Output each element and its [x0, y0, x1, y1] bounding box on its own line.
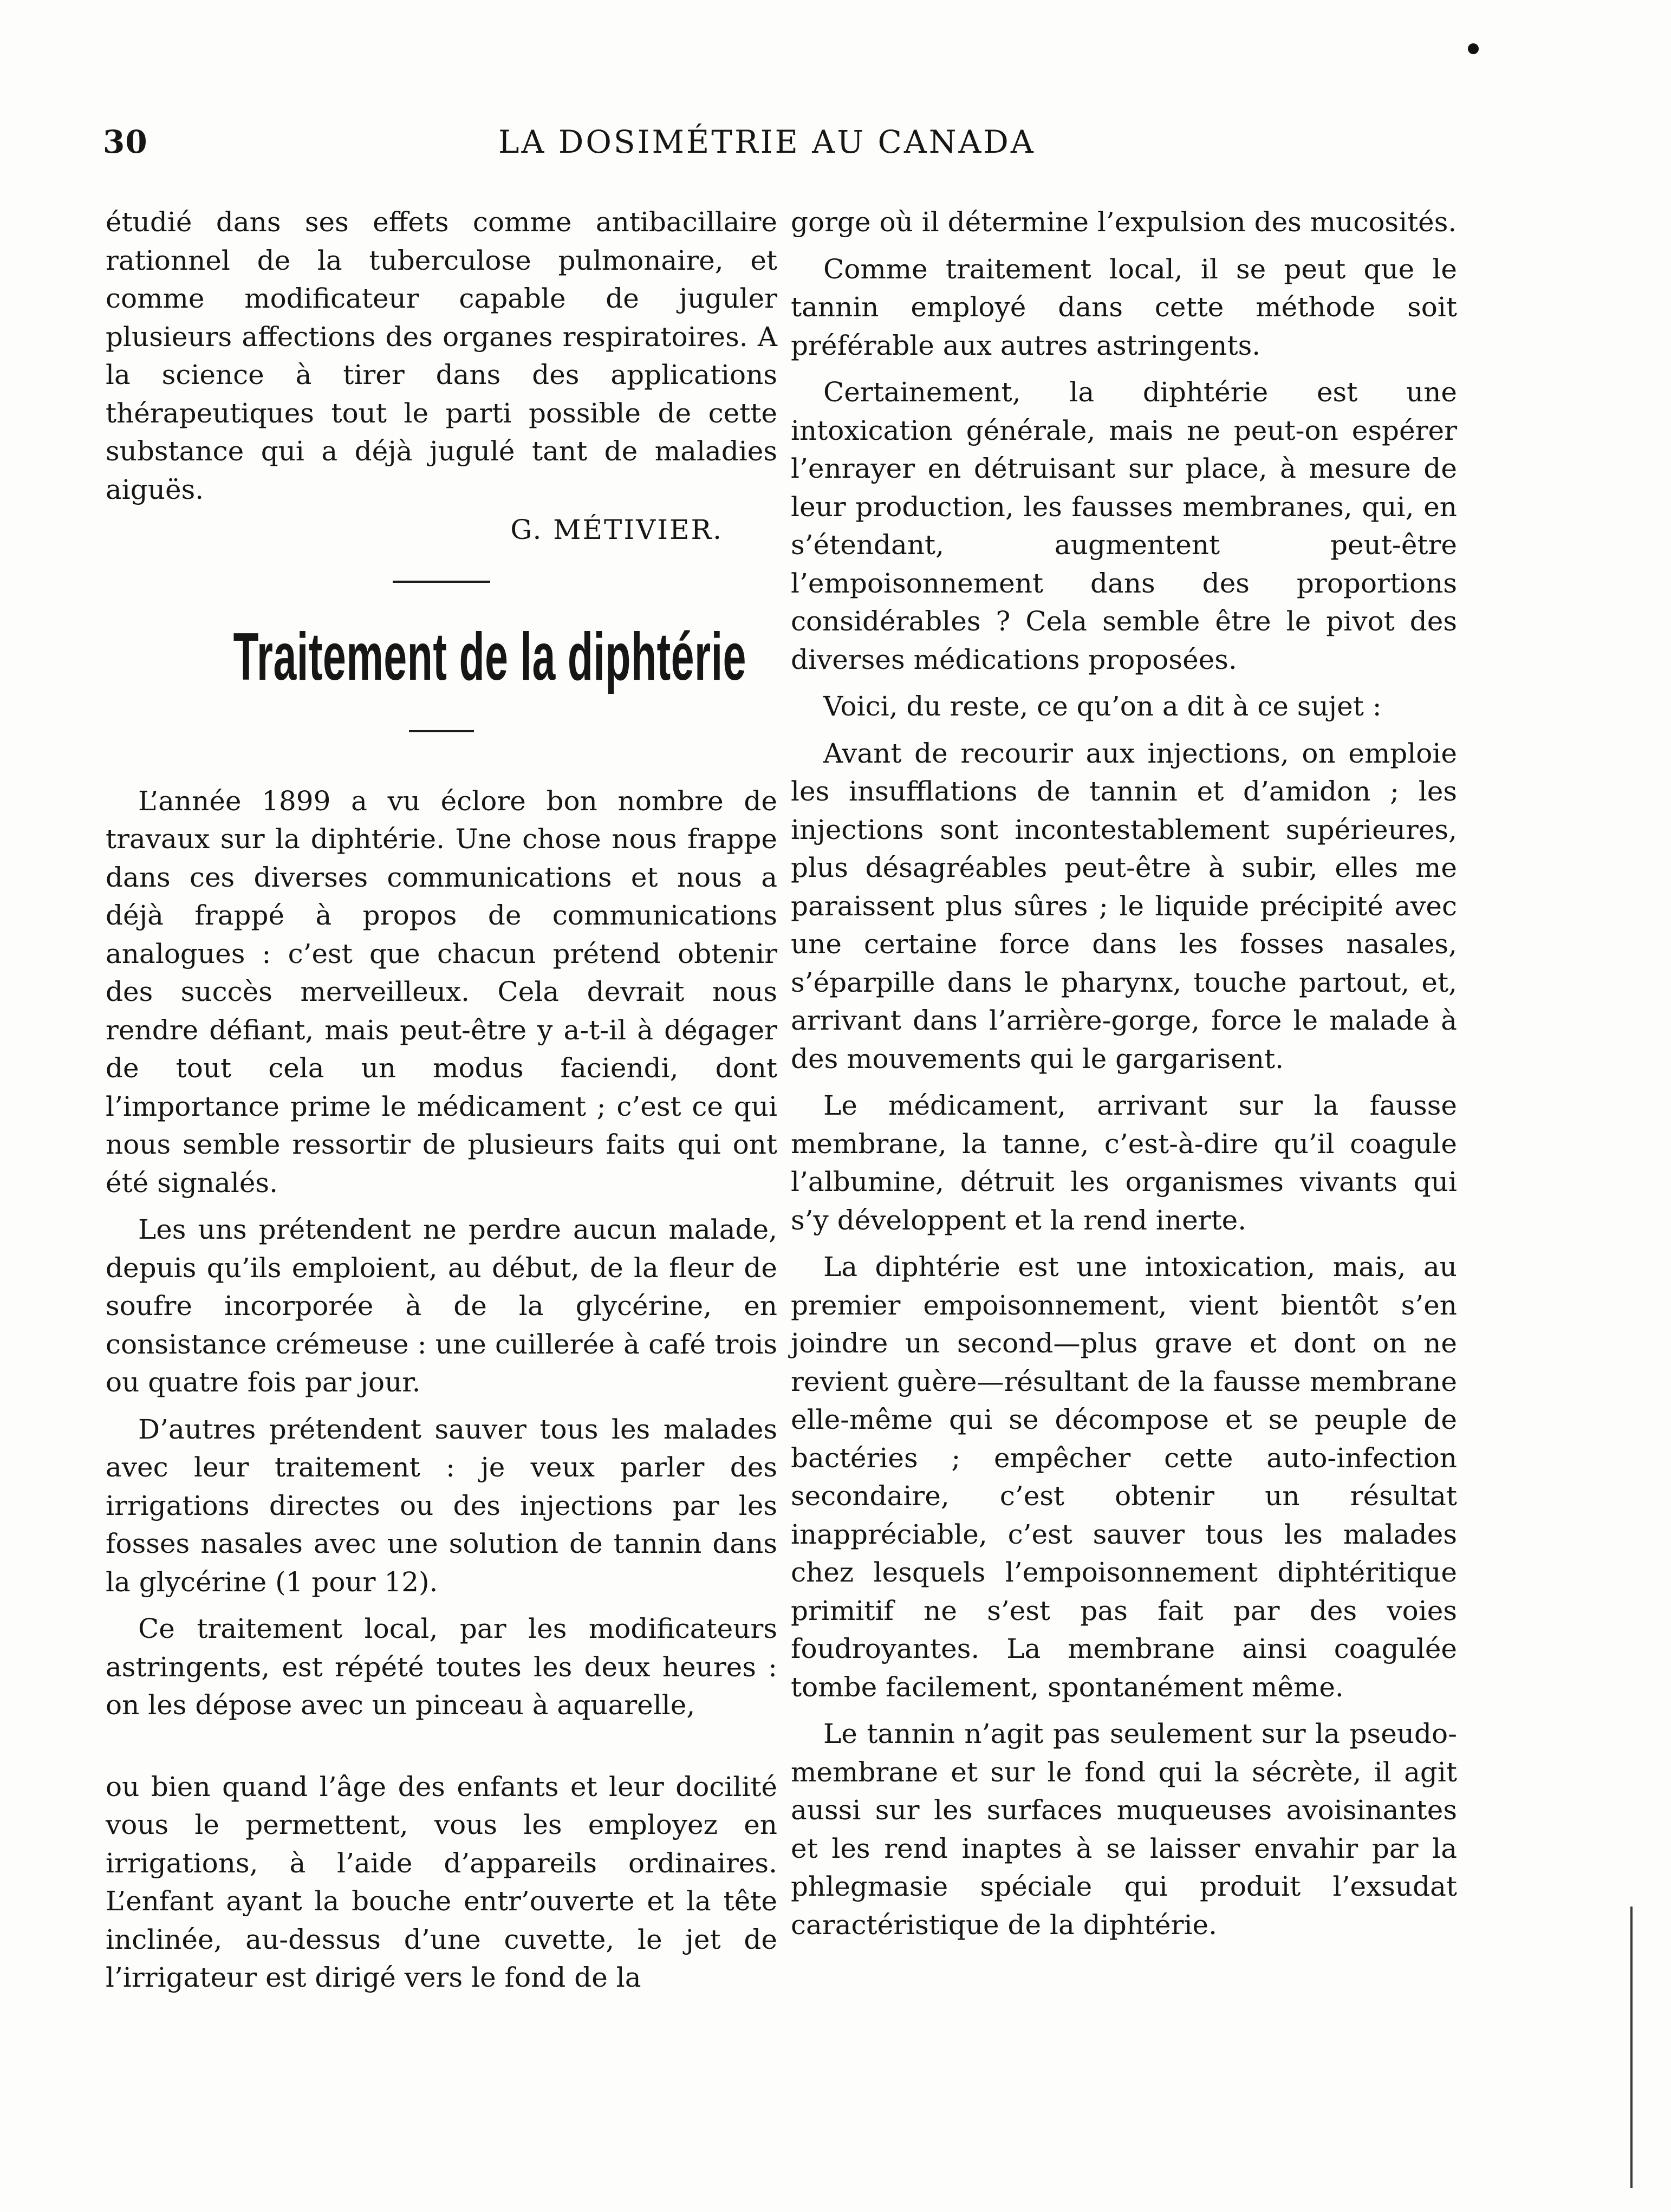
- paragraph: Voici, du reste, ce qu’on a dit à ce sujet :: [823, 691, 1382, 722]
- article-title: Traitement de la diphtérie: [233, 619, 747, 694]
- paragraph: Les uns prétendent ne perdre aucun malade, depuis qu’ils emploient, au début, de la fleur de soufre incorporée à de la glycérine, en consistance crémeuse : une cuillerée à café trois ou quatre fois par jour.: [106, 1214, 777, 1398]
- column-break: [106, 1725, 777, 1768]
- ink-speck: [1468, 43, 1479, 54]
- right-column: [791, 203, 1457, 1944]
- paragraph: Certainement, la diphtérie est une intoxication générale, mais ne peut-on espérer l’enrayer en détruisant sur place, à mesure de leur production, les fausses membranes, qui, en s’étendant, augmentent peut-être l’empoisonnement dans des proportions considérables ? Cela semble être le pivot des diverses médications proposées.: [791, 376, 1457, 675]
- paragraph: Le médicament, arrivant sur la fausse membrane, la tanne, c’est-à-dire qu’il coagule l’albumine, détruit les organismes vivants qui s’y développent et la rend inerte.: [791, 1090, 1457, 1236]
- separator-rule: [393, 581, 490, 583]
- paragraph: étudié dans ses effets comme antibacillaire rationnel de la tuberculose pulmonaire, et comme modificateur capable de juguler plusieurs affections des organes respiratoires. A la science à tirer dans des applications thérapeutiques tout le parti possible de cette substance qui a déjà jugulé tant de maladies aiguës.: [106, 206, 777, 505]
- scan-edge-mark: [1630, 1907, 1633, 2188]
- paragraph: Ce traitement local, par les modificateurs astringents, est répété toutes les deux heures : on les dépose avec un pinceau à aquarelle,: [106, 1613, 777, 1721]
- paragraph: La diphtérie est une intoxication, mais, au premier empoisonnement, vient bientôt s’en joindre un second—plus grave et dont on ne revient guère—résultant de la fausse membrane elle-même qui se décompose et se peuple de bactéries ; empêcher cette auto-infection secondaire, c’est obtenir un résultat inappréciable, c’est sauver tous les malades chez lesquels l’empoisonnement diphtéritique primitif ne s’est pas fait par des voies foudroyantes. La membrane ainsi coagulée tombe facilement, spontanément même.: [791, 1251, 1457, 1703]
- paragraph: L’année 1899 a vu éclore bon nombre de travaux sur la diphtérie. Une chose nous frappe dans ces diverses communications et nous a déjà frappé à propos de communications analogues : c’est que chacun prétend obtenir des succès merveilleux. Cela devrait nous rendre défiant, mais peut-être y a-t-il à dégager de tout cela un modus faciendi, dont l’importance prime le médicament ; c’est ce qui nous semble ressortir de plusieurs faits qui ont été signalés.: [106, 785, 777, 1199]
- paragraph: gorge où il détermine l’expulsion des mucosités.: [791, 206, 1457, 238]
- page-number: 30: [103, 123, 148, 160]
- paragraph: D’autres prétendent sauver tous les malades avec leur traitement : je veux parler des irrigations directes ou des injections par les fosses nasales avec une solution de tannin dans la glycérine (1 pour 12).: [106, 1413, 777, 1598]
- paragraph: Comme traitement local, il se peut que le tannin employé dans cette méthode soit préférable aux autres astringents.: [791, 253, 1457, 361]
- paragraph: Le tannin n’agit pas seulement sur la pseudo-membrane et sur le fond qui la sécrète, il agit aussi sur les surfaces muqueuses avoisinantes et les rend inaptes à se laisser envahir par la phlegmasie spéciale qui produit l’exsudat caractéristique de la diphtérie.: [791, 1718, 1457, 1941]
- paragraph: ou bien quand l’âge des enfants et leur docilité vous le permettent, vous les employez en irrigations, à l’aide d’appareils ordinaires. L’enfant ayant la bouche entr’ouverte et la tête inclinée, au-dessus d’une cuvette, le jet de l’irrigateur est dirigé vers le fond de la: [106, 1771, 777, 1993]
- paragraph: Avant de recourir aux injections, on emploie les insufflations de tannin et d’amidon ; les injections sont incontestablement supérieures, plus désagréables peut-être à subir, elles me paraissent plus sûres ; le liquide précipité avec une certaine force dans les fosses nasales, s’éparpille dans le pharynx, touche partout, et, arrivant dans l’arrière-gorge, force le malade à des mouvements qui le gargarisent.: [791, 737, 1457, 1075]
- left-column: [106, 203, 777, 1997]
- page-header: [103, 123, 1565, 172]
- separator-rule: [409, 730, 474, 732]
- running-title: LA DOSIMÉTRIE AU CANADA: [498, 123, 1036, 160]
- author-signature: G. MÉTIVIER.: [510, 514, 723, 545]
